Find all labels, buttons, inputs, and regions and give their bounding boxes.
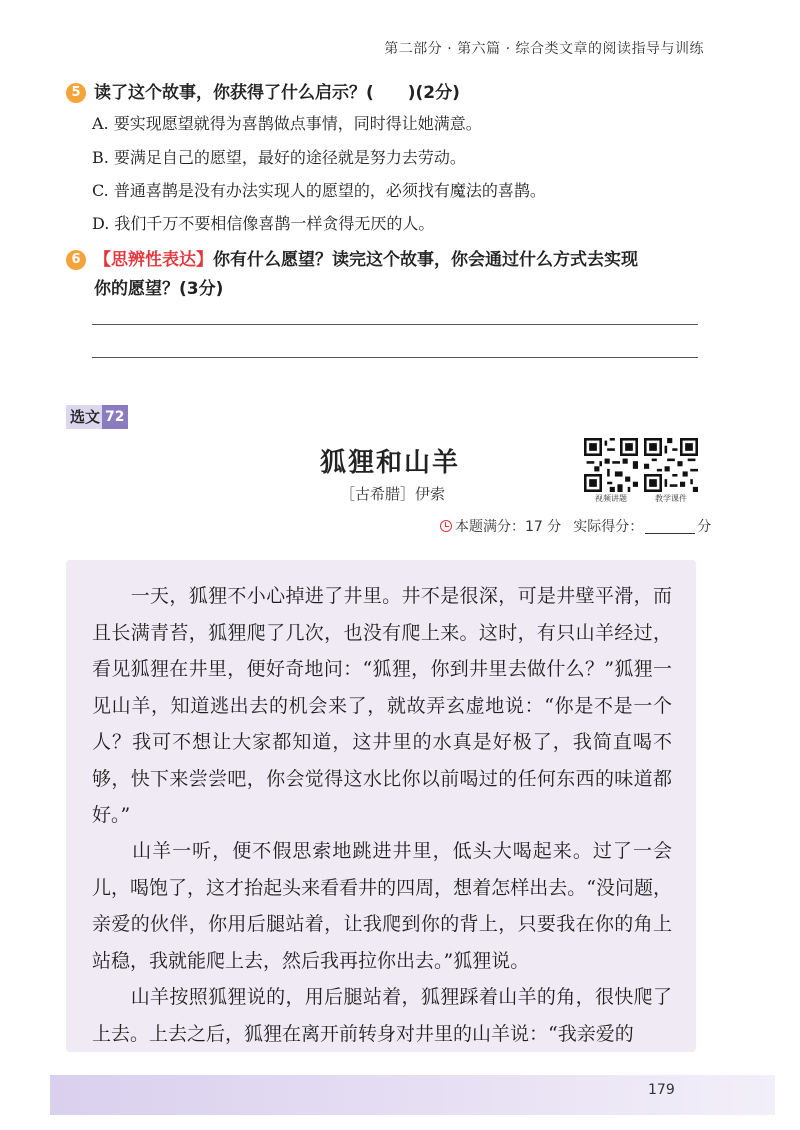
page-number: 179	[648, 1082, 675, 1098]
question-text: 你有什么愿望？读完这个故事，你会通过什么方式去实现	[213, 250, 638, 270]
qr-label: 视频讲题	[595, 494, 627, 503]
question-6	[66, 245, 638, 270]
question-text: 读了这个故事，你获得了什么启示？( )(2分)	[94, 83, 460, 103]
story-box	[66, 560, 696, 1052]
score-unit: 分	[697, 519, 712, 535]
option-a: A. 要实现愿望就得为喜鹊做点事情，同时得让她满意。	[92, 114, 482, 133]
answer-line[interactable]	[92, 324, 698, 325]
question-number-badge: 5	[66, 83, 86, 103]
question-number-badge: 6	[66, 250, 86, 270]
qr-label: 教学课件	[655, 494, 687, 503]
article-title: 狐狸和山羊	[320, 448, 461, 478]
score-actual-label: 实际得分：	[573, 519, 644, 535]
story-paragraph: 一天，狐狸不小心掉进了井里。井不是很深，可是井壁平滑，而且长满青苔，狐狸爬了几次，也没有爬上来。这时，有只山羊经过，看见狐狸在井里，便好奇地问：“狐狸，你到井里去做什么？”狐狸一见山羊，知道逃出去的机会来了，就故弄玄虚地说：“你是不是一个人？我可不想让大家都知道，这井里的水真是好极了，我简直喝不够，快下来尝尝吧，你会觉得这水比你以前喝过的任何东西的味道都好。”	[92, 585, 672, 826]
question-text: 你的愿望？(3分)	[94, 279, 224, 299]
courseware-qr-icon[interactable]	[644, 438, 698, 492]
running-header: 第二部分 · 第六篇 · 综合类文章的阅读指导与训练	[384, 41, 704, 57]
option-b: B. 要满足自己的愿望，最好的途径就是努力去劳动。	[92, 148, 466, 167]
score-line	[440, 516, 711, 536]
section-label-text: 选文	[70, 408, 101, 426]
score-blank[interactable]	[645, 519, 695, 534]
answer-line[interactable]	[92, 357, 698, 358]
section-label	[66, 405, 128, 429]
video-qr-icon[interactable]	[584, 438, 638, 492]
section-number: 72	[102, 405, 127, 429]
option-c: C. 普通喜鹊是没有办法实现人的愿望的，必须找有魔法的喜鹊。	[92, 181, 546, 200]
question-6-line2	[94, 274, 223, 299]
article-author: ［古希腊］伊索	[340, 485, 446, 503]
question-5	[66, 78, 460, 103]
clock-icon	[440, 520, 452, 532]
score-full: 本题满分：17 分	[455, 519, 562, 535]
question-tag: 【思辨性表达】	[94, 250, 213, 270]
story-paragraph: 山羊一听，便不假思索地跳进井里，低头大喝起来。过了一会儿，喝饱了，这才抬起头来看看井的四周，想着怎样出去。“没问题，亲爱的伙伴，你用后腿站着，让我爬到你的背上，只要我在你的角上站稳，我就能爬上去，然后我再拉你出去。”狐狸说。	[92, 840, 672, 972]
story-paragraph: 山羊按照狐狸说的，用后腿站着，狐狸踩着山羊的角，很快爬了上去。上去之后，狐狸在离开前转身对井里的山羊说：“我亲爱的	[92, 986, 672, 1045]
option-d: D. 我们千万不要相信像喜鹊一样贪得无厌的人。	[92, 214, 435, 233]
